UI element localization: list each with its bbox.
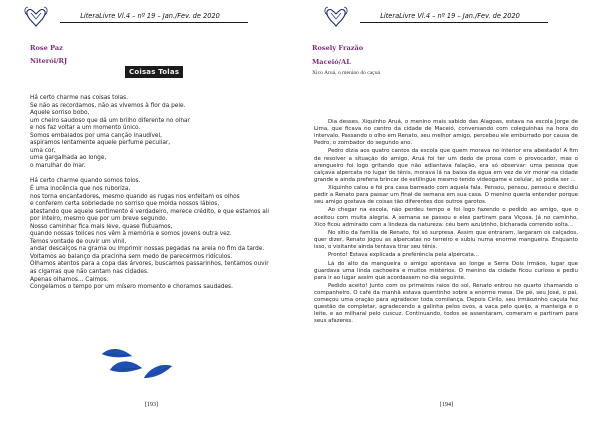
header-title: LiteraLivre Vl.4 – nº 19 – Jan./Fev. de 2020 (80, 12, 220, 20)
poem-line: por inteiro, mesmo que por um breve segundo. (30, 216, 168, 223)
story-body (314, 119, 578, 327)
right-page (300, 0, 600, 424)
poem-line: andar descalços na grama ou imprimir nossas pegadas na areia no fim da tarde. (30, 246, 265, 253)
poem-line: quando nossas tolices nos vêm à memória e somos jovens outra vez. (30, 231, 232, 238)
blue-feather-icon (98, 340, 178, 380)
poem-line: e conferem certa sobriedade no sorriso que molda nossos lábios, (30, 201, 220, 208)
poem-line: Há certo charme quando somos tolos. (30, 178, 141, 185)
poem-line: uma cor, (30, 147, 56, 154)
page-header (16, 6, 284, 28)
story-paragraph: Dia desses, Xiquinho Aruá, o menino mais sabido das Alagoas, estava na escola Jorge de Lima, que ficava no centro da cidade de Maceió, conversando com coleguinhas na hora do intervalo. Passando o olho em Renato, seu melhor amigo, percebeu ele emburrado por causa de Pedro, o zombador do segundo ano. (314, 119, 578, 147)
poem-line: um cheiro saudoso que dá um brilho diferente no olhar (30, 117, 190, 124)
poem-line: e nos faz voltar a um momento único. (30, 125, 141, 132)
poem-body (30, 95, 292, 300)
poem-line: Se não as recordamos, não as vivemos à flor da pele. (30, 102, 186, 109)
story-paragraph: Pedido aceito! Junto com os primeiros raios do sol, Renato entrou no quarto chamando o companheiro. O café da manhã estava quentinho sobre a enorme mesa. De pé, seu José, o pai, começou uma oração para agradecer toda comilança. Depois Cirilo, seu irmãozinho caçula fez questão de completar, agradecendo a galinha pelos ovos, a vaca pelo queijo, a manteiga e o leite, e ao milharal pelo cuscuz. Continuando, todos se assentaram, comeram e partiram para seus afazeres. (314, 283, 578, 325)
page-number: [194] (440, 402, 453, 408)
poem-line: o marulhar do mar. (30, 162, 86, 169)
poem-line: Congelamos o tempo por um mísero momento e choramos saudades. (30, 284, 233, 291)
poem-stanza (30, 95, 292, 170)
poem-stanza (30, 178, 292, 291)
poem-line: Aquele sorriso bobo, (30, 110, 90, 117)
story-subtitle: Xico Aruá, o menino do caçuá (312, 70, 381, 76)
poem-line: Temos vontade de ouvir um vinil, (30, 238, 127, 245)
poem-line: Somos embalados por uma canção inaudível, (30, 132, 162, 139)
poem-line: Olhamos atentos para a copa das árvores, buscamos passarinhos, tentamos ouvir (30, 261, 269, 268)
poem-line: É uma inocência que nos ruboriza, (30, 186, 131, 193)
poem-line: atestando que aquele sentimento é verdadeiro, merece crédito, e que estamos ali (30, 208, 270, 215)
poem-line: aspiramos lentamente aquele perfume peculiar, (30, 140, 171, 147)
story-paragraph: Xiquinho calou e foi pra casa barreado com aquela fala. Pensou, pensou, pensou e decidiu pedir a Renato para passar um final de semana em sua casa. O menino queria entender porque seu amigo gostava de coisas tão diferentes dos outros garotos. (314, 185, 578, 206)
author-name: Rosely Frazão (312, 44, 364, 52)
poem-line: as cigarras que não cantam nas cidades. (30, 269, 149, 276)
poem-line: Nosso caminhar fica mais leve, quase flutuamos, (30, 223, 173, 230)
header-title: LiteraLivre Vl.4 – nº 19 – Jan./Fev. de 2020 (380, 12, 520, 20)
poem-line: nos torna encantadores, mesmo quando as rugas nos enfeitam os olhos (30, 193, 240, 200)
author-location: Niterói/RJ (30, 57, 68, 65)
story-paragraph: Ao chegar na escola, não perdeu tempo e foi logo fazendo o pedido ao amigo, que o aceitou com muita alegria. A semana se passou e eles partiram para Viçosa. Já no caminho, Xico ficou admirado com a lindeza da natureza: céu bem azulzinho, bicharada correndo solta... (314, 207, 578, 228)
story-paragraph: No sítio da família de Renato, foi só surpresa. Assim que entraram, largaram os calçados, quer dizer, Renato jogou as alpercatas no terreiro e subiu numa enorme mangueira. Enquanto isso, o visitante ainda tentava tirar seu tênis. (314, 229, 578, 250)
story-paragraph: Pedro dizia aos quatro cantos da escola que quem morava no interior era abestado! A fim de resolver a situação do amigo, Aruá foi ter um dedo de prosa com o provocador, mas o arengueiro foi logo gritando que não adiantava falação, era só observar: uma pessoa que calçava alpercata no lugar de tênis, morava lá na baixa da égua em vez de vir morar na cidade grande e ainda preferia brincar de estilingue mesmo tendo videogame e celular, só podia ser ... (314, 148, 578, 183)
poem-line: Há certo charme nas coisas tolas. (30, 95, 129, 101)
poem-line: Voltamos ao balanço da pracinha sem medo de parecermos ridículos. (30, 253, 233, 260)
page-number: [193] (145, 402, 158, 408)
page-header (316, 6, 584, 28)
author-location: Maceió/AL (312, 58, 351, 66)
poem-title: Coisas Tolas (125, 66, 183, 78)
story-paragraph: Pronto! Estava explicada a preferência pela alpercata... (328, 252, 480, 259)
poem-line: uma gargalhada ao longe, (30, 155, 107, 162)
story-paragraph: Lá do alto da mangueira o amigo apontava ao longe a Serra Dois Irmãos, lugar que guardava uma linda cachoeira e muitos mistérios. O menino da cidade ficou curioso e pediu para ir ao lugar assim que acordassem no dia seguinte. (314, 260, 578, 281)
header-rule (60, 22, 248, 23)
poem-line: Apenas olhamos... Calmos. (30, 276, 109, 283)
author-name: Rose Paz (30, 44, 63, 52)
header-rule (360, 22, 548, 23)
